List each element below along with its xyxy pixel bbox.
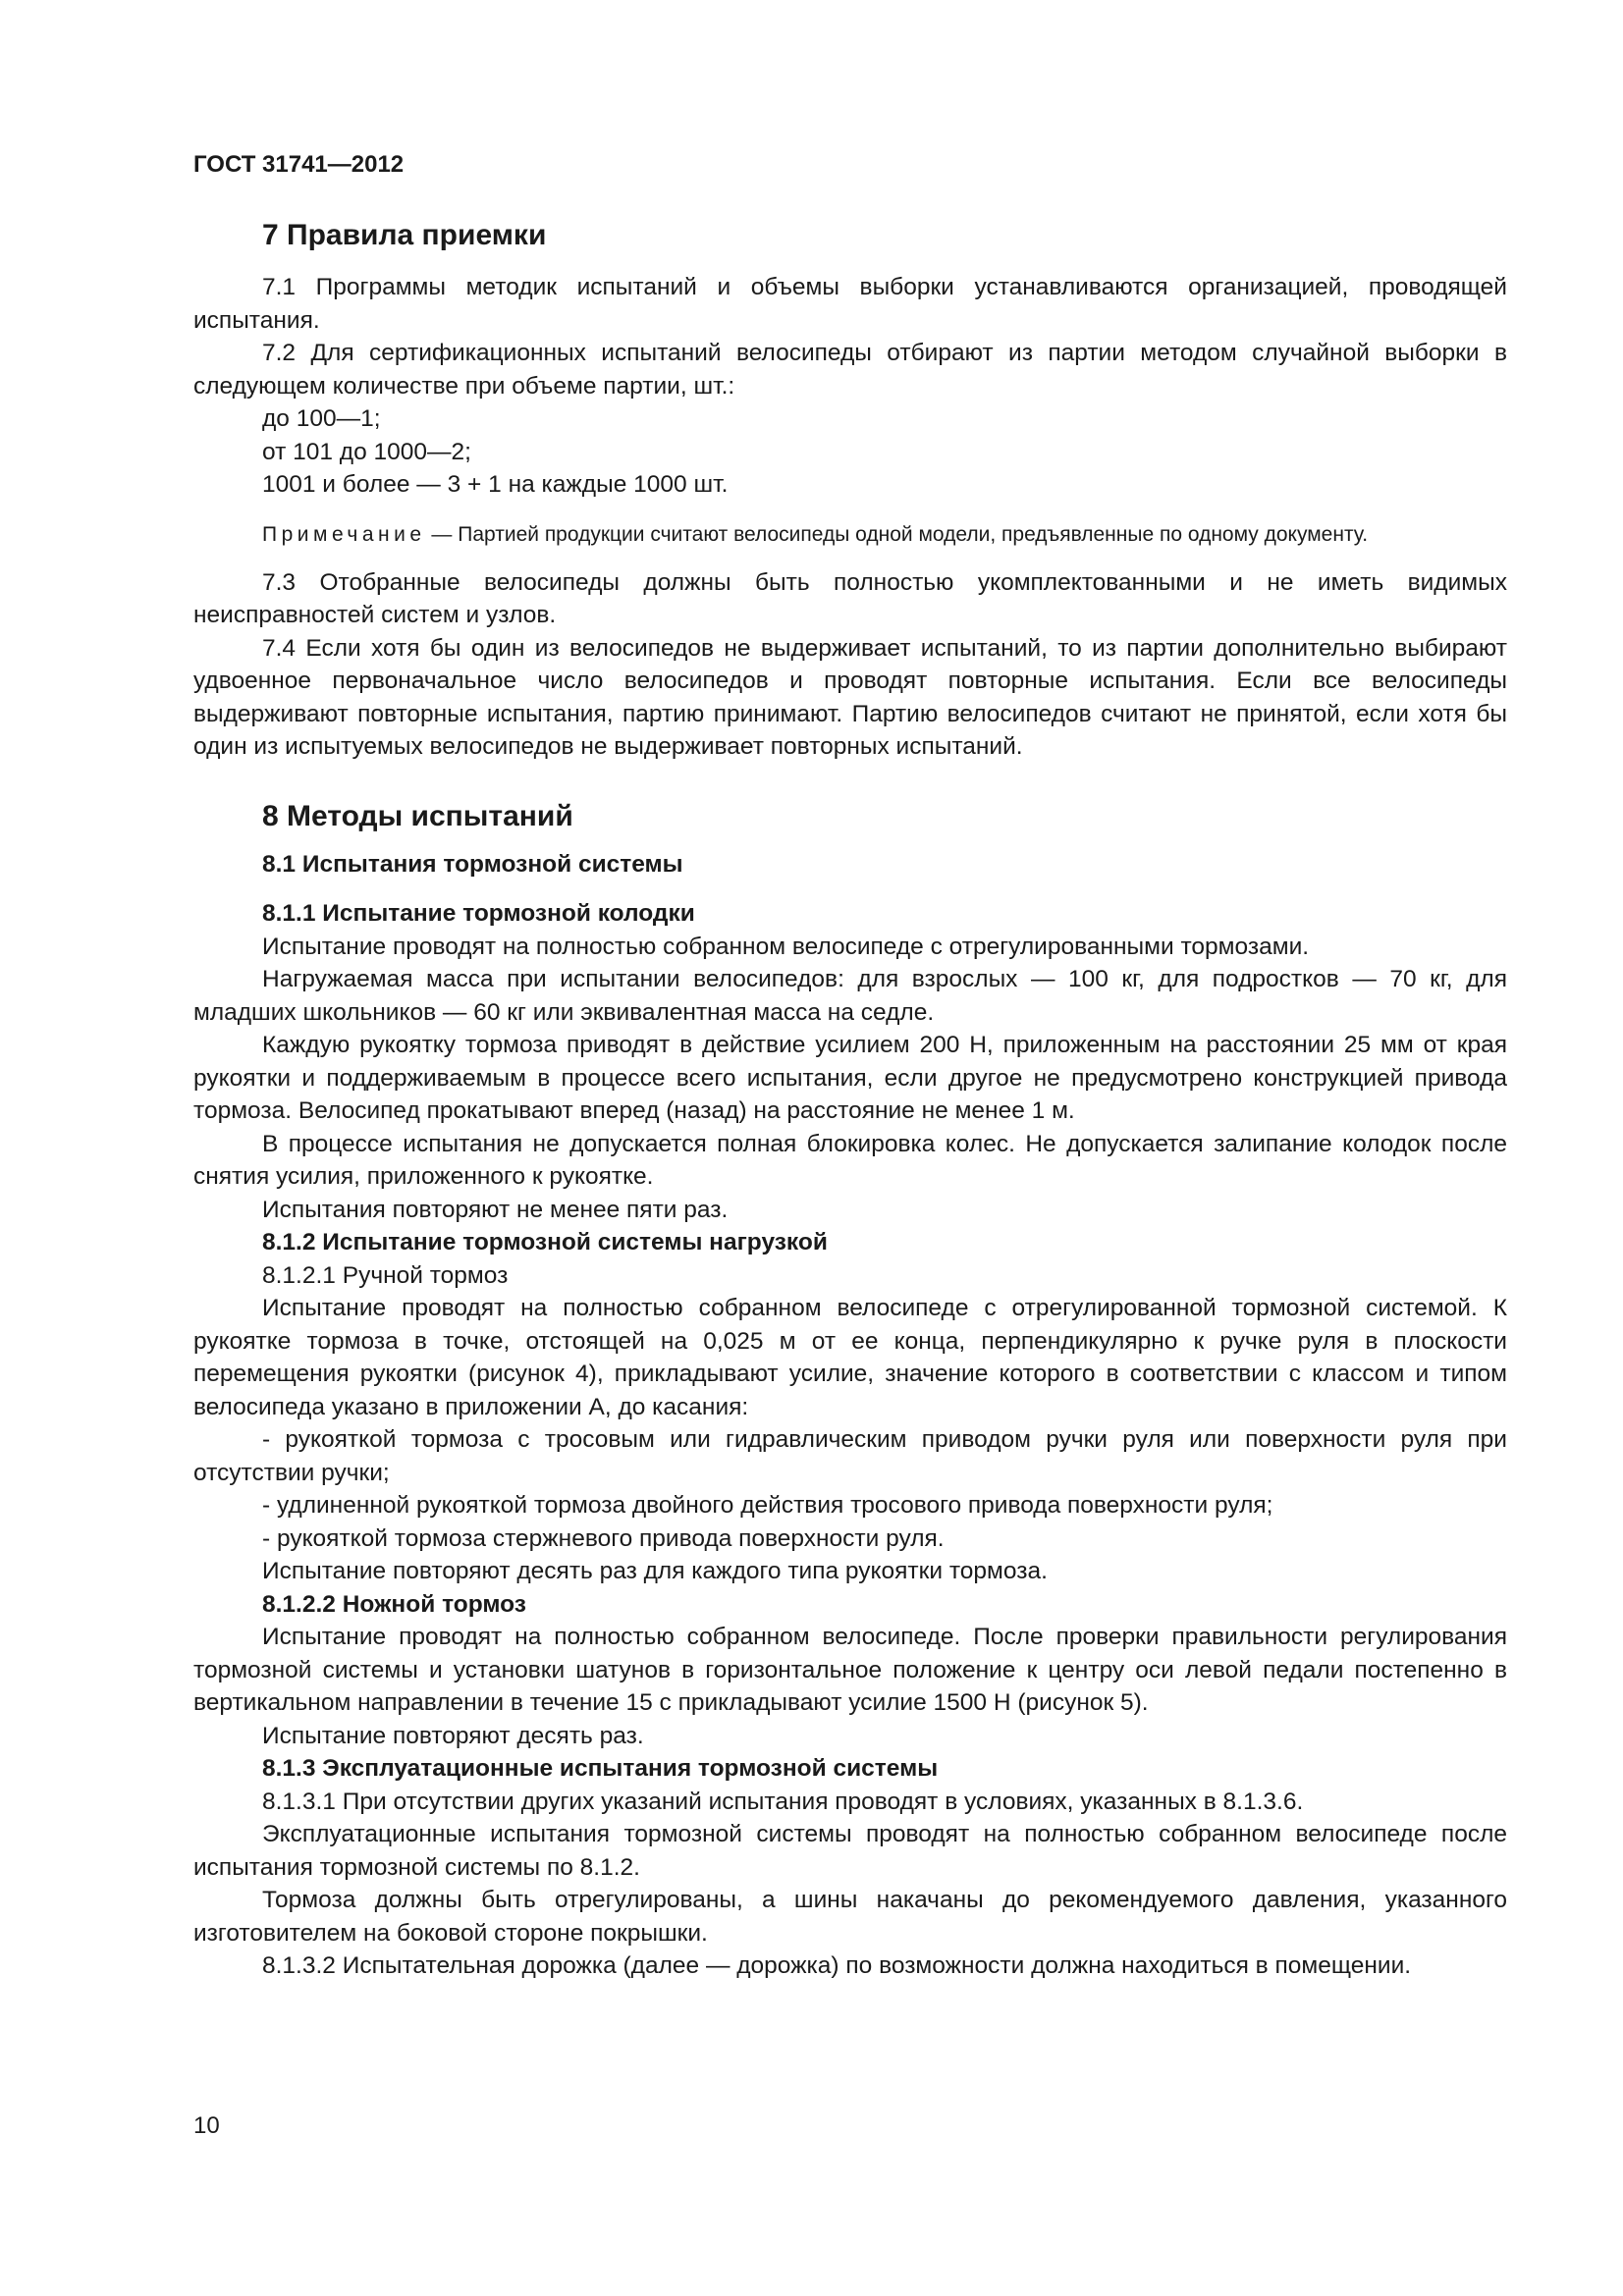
subsection-8-1-2-heading: 8.1.2 Испытание тормозной системы нагрузкой (262, 1229, 828, 1255)
paragraph: Каждую рукоятку тормоза приводят в действие усилием 200 Н, приложенным на расстоянии 25 мм от края рукоятки и поддерживаемым в процессе всего испытания, если другое не предусмотрено конструкцией привода тормоза. Велосипед прокатывают вперед (назад) на расстояние не менее 1 м. (193, 1032, 1507, 1124)
list-item: до 100—1; (262, 405, 381, 432)
page-content (193, 216, 1507, 1983)
paragraph-7-4: 7.4 Если хотя бы один из велосипедов не выдерживает испытаний, то из партии дополнительно выбирают удвоенное первоначальное число велосипедов и проводят повторные испытания. Если все велосипеды выдерживают повторные испытания, партию принимают. Партию велосипедов считают не принятой, если хотя бы один из испытуемых велосипедов не выдерживает повторных испытаний. (193, 634, 1507, 760)
note-text: — Партией продукции считают велосипеды одной модели, предъявленные по одному документу. (425, 522, 1369, 546)
list-item: 1001 и более — 3 + 1 на каждые 1000 шт. (262, 471, 729, 498)
document-code: ГОСТ 31741—2012 (193, 151, 405, 178)
subsection-8-1-1-heading: 8.1.1 Испытание тормозной колодки (262, 899, 695, 927)
paragraph: Испытание проводят на полностью собранном велосипеде. После проверки правильности регулирования тормозной системы и установки шатунов в горизонтальное положение к центру оси левой педали постепенно в вертикальном направлении в течение 15 с прикладывают усилие 1500 Н (рисунок 5). (193, 1624, 1507, 1716)
subsection-8-1-2-2-heading: 8.1.2.2 Ножной тормоз (262, 1590, 526, 1618)
paragraph: Эксплуатационные испытания тормозной системы проводят на полностью собранном велосипеде после испытания тормозной системы по 8.1.2. (193, 1821, 1507, 1881)
note-label: Примечание (262, 522, 426, 546)
paragraph: Испытание проводят на полностью собранном велосипеде с отрегулированными тормозами. (262, 933, 1310, 960)
subsection-8-1-2-1-heading: 8.1.2.1 Ручной тормоз (262, 1261, 509, 1289)
subsection-8-1-heading: 8.1 Испытания тормозной системы (262, 850, 683, 878)
paragraph: 8.1.3.1 При отсутствии других указаний испытания проводят в условиях, указанных в 8.1.3.6. (262, 1788, 1304, 1815)
paragraph: Нагружаемая масса при испытании велосипедов: для взрослых — 100 кг, для подростков — 70 кг, для младших школьников — 60 кг или эквивалентная масса на седле. (193, 966, 1507, 1026)
paragraph: 8.1.3.2 Испытательная дорожка (далее — дорожка) по возможности должна находиться в помещении. (262, 1952, 1412, 1979)
paragraph-7-1: 7.1 Программы методик испытаний и объемы выборки устанавливаются организацией, проводящей испытания. (193, 274, 1507, 334)
page-number: 10 (193, 2112, 220, 2139)
list-item: - рукояткой тормоза стержневого привода поверхности руля. (262, 1524, 945, 1552)
list-item: - удлиненной рукояткой тормоза двойного действия тросового привода поверхности руля; (262, 1492, 1273, 1519)
paragraph-7-3: 7.3 Отобранные велосипеды должны быть полностью укомплектованными и не иметь видимых неисправностей систем и узлов. (193, 568, 1507, 628)
paragraph: Испытания повторяют не менее пяти раз. (262, 1196, 729, 1223)
note (193, 520, 1507, 549)
paragraph: Испытание повторяют десять раз для каждого типа рукоятки тормоза. (262, 1558, 1048, 1584)
list-item: - рукояткой тормоза с тросовым или гидравлическим приводом ручки руля или поверхности руля при отсутствии ручки; (193, 1426, 1507, 1486)
paragraph: Испытание проводят на полностью собранном велосипеде с отрегулированной тормозной системой. К рукоятке тормоза в точке, отстоящей на 0,025 м от ее конца, перпендикулярно к ручке руля в плоскости перемещения рукоятки (рисунок 4), прикладывают усилие, значение которого в соответствии с классом и типом велосипеда указано в приложении А, до касания: (193, 1295, 1507, 1420)
subsection-8-1-3-heading: 8.1.3 Эксплуатационные испытания тормозной системы (262, 1755, 939, 1782)
paragraph: Испытание повторяют десять раз. (262, 1722, 644, 1749)
section-7-heading: 7 Правила приемки (262, 219, 547, 251)
section-8-heading: 8 Методы испытаний (262, 799, 573, 832)
paragraph-7-2: 7.2 Для сертификационных испытаний велосипеды отбирают из партии методом случайной выборки в следующем количестве при объеме партии, шт.: (193, 340, 1507, 400)
list-item: от 101 до 1000—2; (262, 438, 471, 465)
paragraph: В процессе испытания не допускается полная блокировка колес. Не допускается залипание колодок после снятия усилия, приложенного к рукоятке. (193, 1130, 1507, 1190)
paragraph: Тормоза должны быть отрегулированы, а шины накачаны до рекомендуемого давления, указанного изготовителем на боковой стороне покрышки. (193, 1887, 1507, 1947)
